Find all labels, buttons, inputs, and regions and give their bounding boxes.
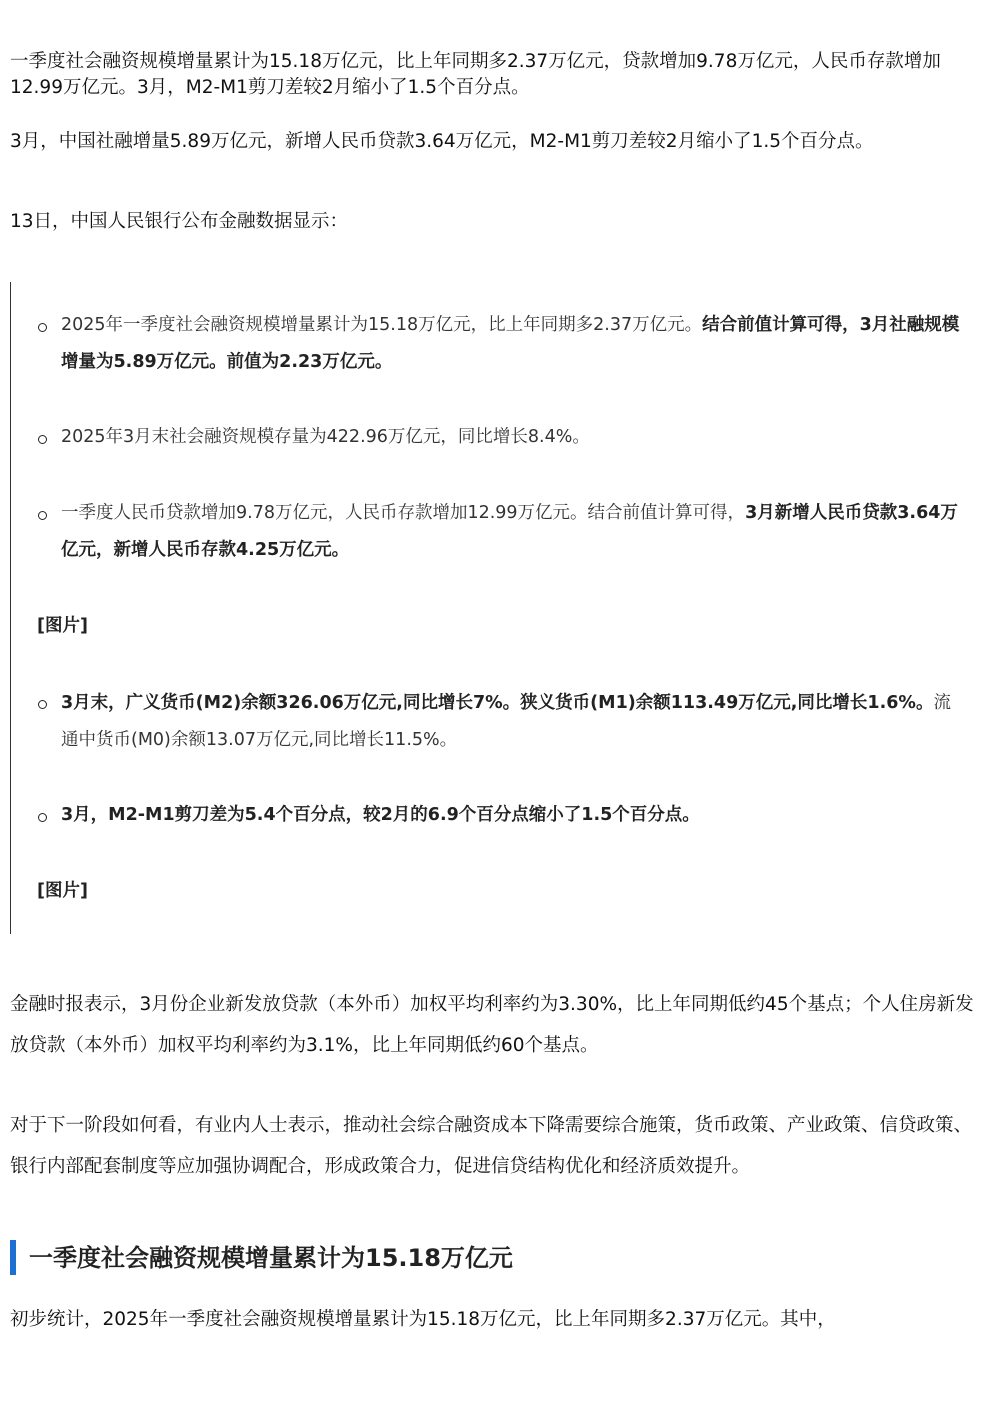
- image-placeholder: [图片]: [37, 616, 88, 636]
- intro-paragraph: 一季度社会融资规模增量累计为15.18万亿元，比上年同期多2.37万亿元，贷款增加9.78万亿元，人民币存款增加12.99万亿元。3月，M2-M1剪刀差较2月缩小了1.5个百分点。: [10, 51, 941, 98]
- image-placeholder: [图片]: [37, 881, 88, 901]
- list-bullet-icon: [38, 813, 47, 822]
- list-bullet-icon: [38, 700, 47, 709]
- outlook-paragraph: 对于下一阶段如何看，有业内人士表示，推动社会综合融资成本下降需要综合施策，货币政策、产业政策、信贷政策、银行内部配套制度等应加强协调配合，形成政策合力，促进信贷结构优化和经济质效提升。: [10, 1115, 973, 1177]
- section-heading: 一季度社会融资规模增量累计为15.18万亿元: [29, 1244, 513, 1272]
- list-item-emphasis: 3月，M2-M1剪刀差为5.4个百分点，较2月的6.9个百分点缩小了1.5个百分点。: [61, 805, 700, 825]
- list-bullet-icon: [38, 511, 47, 520]
- heading-accent-bar: [10, 1240, 16, 1275]
- list-item: [61, 797, 961, 834]
- interest-rate-paragraph: 金融时报表示，3月份企业新发放贷款（本外币）加权平均利率约为3.30%，比上年同期低约45个基点；个人住房新发放贷款（本外币）加权平均利率约为3.1%，比上年同期低约60个基点。: [10, 994, 974, 1056]
- list-item-emphasis: 结合前值计算可得，3月社融规模增量为5.89万亿元。前值为2.23万亿元。: [61, 315, 960, 372]
- blockquote-bar: [10, 282, 11, 934]
- pboc-lead-paragraph: 13日，中国人民银行公布金融数据显示：: [10, 211, 349, 232]
- list-item-text: 一季度人民币贷款增加9.78万亿元，人民币存款增加12.99万亿元。结合前值计算可得，: [61, 503, 746, 523]
- list-item-emphasis: 3月新增人民币贷款3.64万亿元，新增人民币存款4.25万亿元。: [61, 503, 958, 560]
- list-item: [61, 495, 961, 569]
- list-item: [61, 685, 961, 759]
- list-item-text: 2025年一季度社会融资规模增量累计为15.18万亿元，比上年同期多2.37万亿元。: [61, 315, 703, 335]
- list-item-emphasis: 3月末，广义货币(M2)余额326.06万亿元,同比增长7%。狭义货币(M1)余额113.49万亿元,同比增长1.6%。: [61, 693, 934, 713]
- list-bullet-icon: [38, 435, 47, 444]
- summary-paragraph: 3月，中国社融增量5.89万亿元，新增人民币贷款3.64万亿元，M2-M1剪刀差较2月缩小了1.5个百分点。: [10, 131, 874, 152]
- list-item-text: 流通中货币(M0)余额13.07万亿元,同比增长11.5%。: [61, 693, 951, 750]
- list-item-text: 2025年3月末社会融资规模存量为422.96万亿元，同比增长8.4%。: [61, 427, 590, 447]
- list-item: [61, 307, 961, 381]
- list-item: [61, 419, 961, 456]
- list-bullet-icon: [38, 323, 47, 332]
- section-body-paragraph: 初步统计，2025年一季度社会融资规模增量累计为15.18万亿元，比上年同期多2.37万亿元。其中，: [10, 1309, 836, 1330]
